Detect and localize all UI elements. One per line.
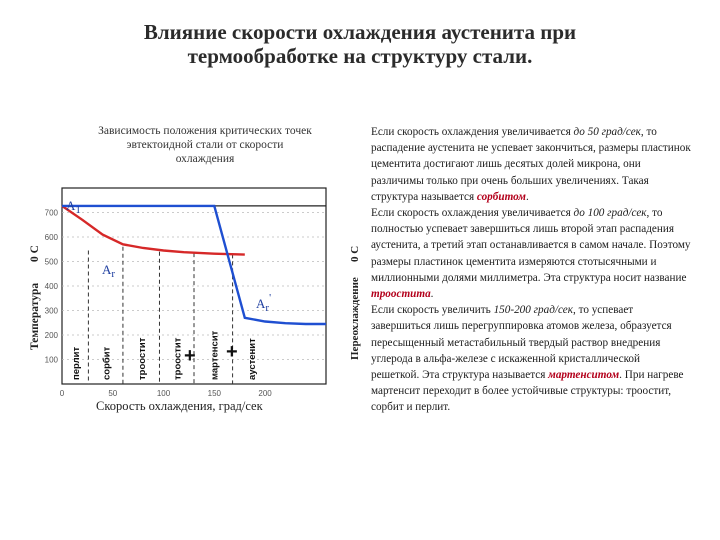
x-tick-label: 150 xyxy=(207,389,221,398)
label-a1: $A_1$ xyxy=(66,198,81,216)
p2-text-c: , то полностью успевает завершиться лишь второй этап распадения аустенита, а третий этап останавливается в самом начале. Поэтому размеры пластинок цементита измеряются стотысячными и миллионными долями миллиметра. Эта структура носит название xyxy=(371,207,691,284)
caption-line-2: эвтектоидной стали от скорости xyxy=(126,139,284,151)
y-tick-label: 500 xyxy=(44,257,58,267)
chart-svg xyxy=(18,180,370,420)
caption-line-1: Зависимость положения критических точек xyxy=(98,125,312,137)
paragraph-martensite xyxy=(371,302,691,415)
p3-end: . При нагреве мартенсит переходит в более устойчивые структуры: троостит, сорбит и перлит. xyxy=(371,369,684,414)
zone-label-3: троостит xyxy=(172,337,184,380)
p3-rate: 150-200 град/сек xyxy=(493,304,573,317)
x-ticks xyxy=(60,389,273,398)
y-tick-label: 300 xyxy=(44,306,58,316)
title-line-2: термообработке на структуру стали. xyxy=(187,44,533,68)
p3-text-c: , то успевает завершиться лишь перегруппировка атомов железа, образуется пересыщенный метастабильный твердый раствор внедрения углерода в альфа-железе с искаженной кристаллической решеткой. Эта структура называется xyxy=(371,304,672,382)
title-line-1: Влияние скорости охлаждения аустенита при xyxy=(143,20,577,44)
y2-axis-unit: 0 C xyxy=(349,245,361,262)
term-martensite: мартенситом xyxy=(548,369,620,382)
p1-rate: до 50 град/сек xyxy=(573,126,641,138)
p2-rate: до 100 град/сек xyxy=(573,207,647,220)
p2-text-a: Если скорость охлаждения увеличивается xyxy=(371,207,574,220)
y-axis-unit: 0 C xyxy=(29,245,41,262)
zone-label-4: мартенсит xyxy=(209,330,221,380)
term-troostite: троостита xyxy=(371,288,431,301)
y-axis-label: Температура xyxy=(29,282,41,350)
slide-title xyxy=(40,20,680,68)
paragraph-sorbite xyxy=(371,124,691,205)
x-axis-label: Скорость охлаждения, град/сек xyxy=(96,399,263,413)
figure-caption xyxy=(50,124,360,166)
p1-text-a: Если скорость охлаждения увеличивается xyxy=(371,126,574,138)
x-tick-label: 200 xyxy=(258,389,272,398)
x-tick-label: 0 xyxy=(59,389,65,398)
paragraph-troostite xyxy=(371,205,691,302)
term-sorbite: сорбитом xyxy=(476,190,526,203)
y-tick-label: 600 xyxy=(44,233,58,242)
label-ar-double-prime: $A_r'$ xyxy=(256,292,272,314)
zone-label-5: аустенит xyxy=(246,338,258,380)
y-tick-label: 700 xyxy=(44,208,58,218)
cooling-rate-chart xyxy=(18,180,370,420)
y-tick-label: 400 xyxy=(44,282,58,291)
x-tick-label: 50 xyxy=(108,389,118,398)
zone-label-2: троостит xyxy=(137,337,149,380)
caption-line-3: охлаждения xyxy=(175,153,235,165)
label-ar: $A_r$ xyxy=(102,262,116,280)
y-ticks xyxy=(45,209,59,365)
y-tick-label: 200 xyxy=(44,331,58,340)
p2-end: . xyxy=(430,288,434,301)
zone-label-1: сорбит xyxy=(101,346,113,380)
p1-end: . xyxy=(525,190,529,203)
y2-axis-label: Переохлаждение xyxy=(349,277,361,360)
x-tick-label: 100 xyxy=(156,389,171,398)
p3-text-a: Если скорость увеличить xyxy=(371,304,494,317)
p1-text-c: , то распадение аустенита не успевает закончиться, размеры пластинок цементита достигают лишь десятых долей микрона, они различимы только при очень больших увеличениях. Такая структура называется xyxy=(371,126,691,203)
plus-mark-2: + xyxy=(226,341,238,363)
zone-label-0: перлит xyxy=(71,346,83,380)
plus-mark-1: + xyxy=(184,345,196,367)
description-text xyxy=(371,124,691,416)
y-tick-label: 100 xyxy=(44,355,58,365)
